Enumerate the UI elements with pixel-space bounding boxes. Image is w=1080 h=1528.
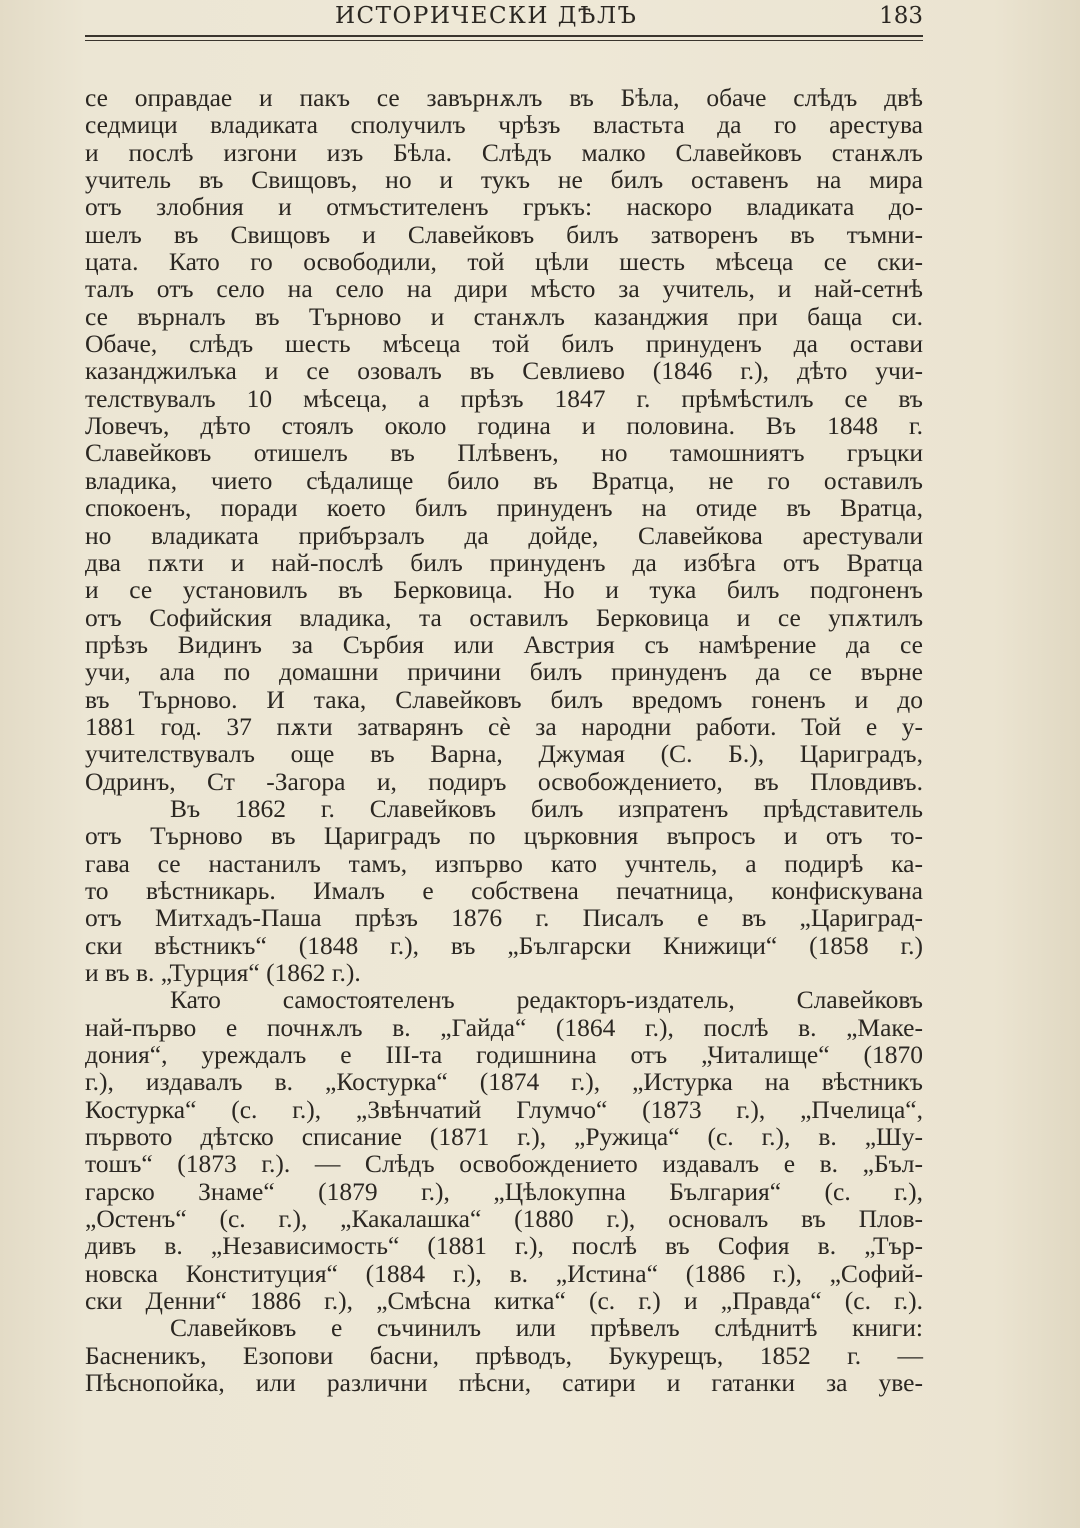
text-line: шелъ въ Свищовъ и Славейковъ билъ затворенъ въ тъмни-: [85, 219, 923, 249]
text-line: „Остенъ“ (с. г.), „Какалашка“ (1880 г.), основалъ въ Плов-: [85, 1204, 923, 1234]
text-line: дивъ в. „Независимость“ (1881 г.), послѣ въ София в. „Тър-: [85, 1231, 923, 1261]
page-header: [85, 0, 923, 36]
text-line: тошъ“ (1873 г.). — Слѣдъ освобождението издавалъ е в. „Бъл-: [85, 1149, 923, 1179]
text-line: ски Денни“ 1886 г.), „Смѣсна китка“ (с. г.) и „Правда“ (с. г.).: [85, 1286, 923, 1316]
text-line: учи, ала по домашни причини билъ принуденъ да се върне: [85, 657, 923, 687]
text-line: и въ в. „Турция“ (1862 г.).: [85, 958, 361, 987]
text-line: и послѣ изгони изъ Бѣла. Слѣдъ малко Славейковъ станѫлъ: [85, 137, 923, 167]
text-line: Обаче, слѣдъ шесть мѣсеца той билъ принуденъ да остави: [85, 329, 923, 359]
text-line: дония“, уреждалъ е III-та годишнина отъ „Читалище“ (1870: [85, 1040, 923, 1070]
text-line: телствувалъ 10 мѣсеца, а прѣзъ 1847 г. прѣмѣстилъ се въ: [85, 383, 923, 413]
text-line: Ловечъ, дѣто стоялъ около година и половина. Въ 1848 г.: [85, 411, 923, 441]
text-line: гава се настанилъ тамъ, изпърво като учнтель, а подирѣ ка-: [85, 848, 923, 878]
text-line: Като самостоятеленъ редакторъ-издатель, Славейковъ: [170, 985, 923, 1015]
text-line: г.), издавалъ в. „Костурка“ (1874 г.), „Истурка на вѣстникъ: [85, 1067, 923, 1097]
text-line: то вѣстникарь. Ималъ е собствена печатница, конфискувана: [85, 875, 923, 905]
text-line: Пѣснопойка, или различни пѣсни, сатири и гатанки за уве-: [85, 1368, 923, 1398]
text-line: Костурка“ (с. г.), „Звѣнчатий Глумчо“ (1873 г.), „Пчелица“,: [85, 1094, 923, 1124]
text-line: ски вѣстникъ“ (1848 г.), въ „Български Книжици“ (1858 г.): [85, 930, 923, 960]
text-line: Басненикъ, Езопови басни, прѣводъ, Букурещъ, 1852 г. —: [85, 1340, 923, 1370]
text-line: Въ 1862 г. Славейковъ билъ изпратенъ прѣдставитель: [170, 793, 923, 823]
text-line: отъ Митхадъ-Паша прѣзъ 1876 г. Писалъ е въ „Цариград-: [85, 903, 923, 933]
text-line: най-първо е почнѫлъ в. „Гайда“ (1864 г.), послѣ в. „Маке-: [85, 1012, 923, 1042]
text-line: 1881 год. 37 пѫти затварянъ сѐ за народни работи. Той е у-: [85, 711, 923, 741]
text-line: и се установилъ въ Берковица. Но и тука билъ подгоненъ: [85, 575, 923, 605]
running-title: ИСТОРИЧЕСКИ ДѢЛЪ: [335, 3, 638, 29]
body-text: [85, 84, 923, 1397]
text-line: отъ Софийския владика, та оставилъ Берковица и се упѫтилъ: [85, 602, 923, 632]
text-line: отъ Търново въ Цариградъ по църковния въпросъ и отъ то-: [85, 821, 923, 851]
text-line: въ Търново. И така, Славейковъ билъ вредомъ гоненъ и до: [85, 684, 923, 714]
text-line: цата. Като го освободили, той цѣли шесть мѣсеца се ски-: [85, 247, 923, 277]
text-line: Одринъ, Ст -Загора и, подиръ освобождението, въ Пловдивъ.: [85, 766, 923, 796]
text-line: Славейковъ е съчинилъ или прѣвелъ слѣднитѣ книги:: [170, 1313, 923, 1343]
text-line: казанджилъка и се озовалъ въ Севлиево (1846 г.), дѣто учи-: [85, 356, 923, 386]
text-line: се оправдае и пакъ се завърнѫлъ въ Бѣла, обаче слѣдъ двѣ: [85, 83, 923, 112]
text-line: владика, чието сѣдалище било въ Вратца, не го оставилъ: [85, 465, 923, 495]
text-line: прѣзъ Видинъ за Сърбия или Австрия съ намѣрение да се: [85, 629, 923, 659]
text-line: първото дѣтско списание (1871 г.), „Ружица“ (с. г.), в. „Шу-: [85, 1122, 923, 1152]
text-line: отъ злобния и отмъстителенъ гръкъ: наскоро владиката до-: [85, 192, 923, 222]
text-line: новска Конституция“ (1884 г.), в. „Истина“ (1886 г.), „Софий-: [85, 1258, 923, 1288]
text-line: талъ отъ село на село на дири мѣсто за учитель, и най-сетнѣ: [85, 274, 923, 304]
text-line: седмици владиката сполучилъ чрѣзъ властьта да го арестува: [85, 110, 923, 140]
text-line: Славейковъ отишелъ въ Плѣвенъ, но тамошниятъ гръцки: [85, 438, 923, 468]
text-line: спокоенъ, поради което билъ принуденъ на отиде въ Вратца,: [85, 493, 923, 523]
text-line: два пѫти и най-послѣ билъ принуденъ да избѣга отъ Вратца: [85, 547, 923, 577]
header-rule: [85, 35, 923, 37]
text-line: гарско Знаме“ (1879 г.), „Цѣлокупна България“ (с. г.),: [85, 1176, 923, 1206]
text-line: учителствувалъ още въ Варна, Джумая (С. Б.), Цариградъ,: [85, 739, 923, 769]
text-line: се върналъ въ Търново и станѫлъ казанджия при баща си.: [85, 301, 923, 331]
text-line: но владиката прибързалъ да дойде, Славейкова арестували: [85, 520, 923, 550]
page-number: 183: [879, 3, 923, 29]
text-line: учитель въ Свищовъ, но и тукъ не билъ оставенъ на мира: [85, 165, 923, 195]
header-rule-thin: [85, 40, 923, 41]
